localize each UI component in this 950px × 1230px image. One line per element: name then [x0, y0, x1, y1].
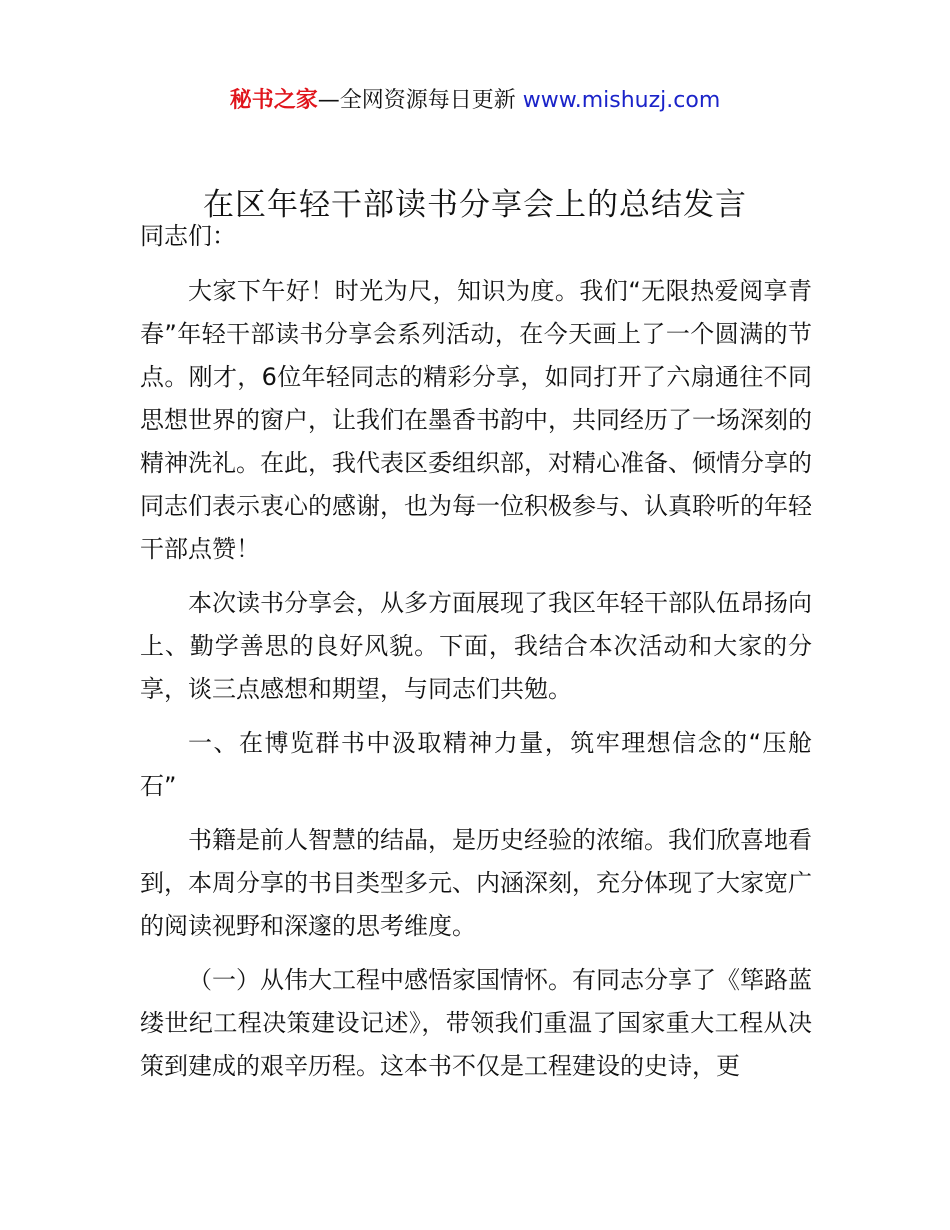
paragraph-3: 书籍是前人智慧的结晶，是历史经验的浓缩。我们欣喜地看到，本周分享的书目类型多元、内涵深刻，充分体现了大家宽广的阅读视野和深邃的思考维度。 [140, 826, 812, 940]
site-tagline: —全网资源每日更新 [317, 88, 523, 113]
section-heading-1: 一、在博览群书中汲取精神力量，筑牢理想信念的“压舱石” [140, 729, 812, 800]
site-url-link[interactable]: www.mishuzj.com [522, 88, 721, 113]
paragraph-1: 大家下午好！时光为尺，知识为度。我们“无限热爱阅享青春”年轻干部读书分享会系列活动，在今天画上了一个圆满的节点。刚才，6位年轻同志的精彩分享，如同打开了六扇通往不同思想世界的窗户，让我们在墨香书韵中，共同经历了一场深刻的精神洗礼。在此，我代表区委组织部，对精心准备、倾情分享的同志们表示衷心的感谢，也为每一位积极参与、认真聆听的年轻干部点赞！ [140, 277, 812, 563]
document-title: 在区年轻干部读书分享会上的总结发言 [203, 187, 747, 223]
salutation: 同志们： [140, 222, 236, 250]
site-brand: 秘书之家 [229, 88, 318, 113]
site-header [0, 84, 950, 118]
document-body [140, 213, 812, 1088]
paragraph-4: （一）从伟大工程中感悟家国情怀。有同志分享了《筚路蓝缕世纪工程决策建设记述》，带领我们重温了国家重大工程从决策到建成的艰辛历程。这本书不仅是工程建设的史诗，更 [140, 966, 812, 1080]
paragraph-2: 本次读书分享会，从多方面展现了我区年轻干部队伍昂扬向上、勤学善思的良好风貌。下面，我结合本次活动和大家的分享，谈三点感想和期望，与同志们共勉。 [140, 589, 812, 703]
